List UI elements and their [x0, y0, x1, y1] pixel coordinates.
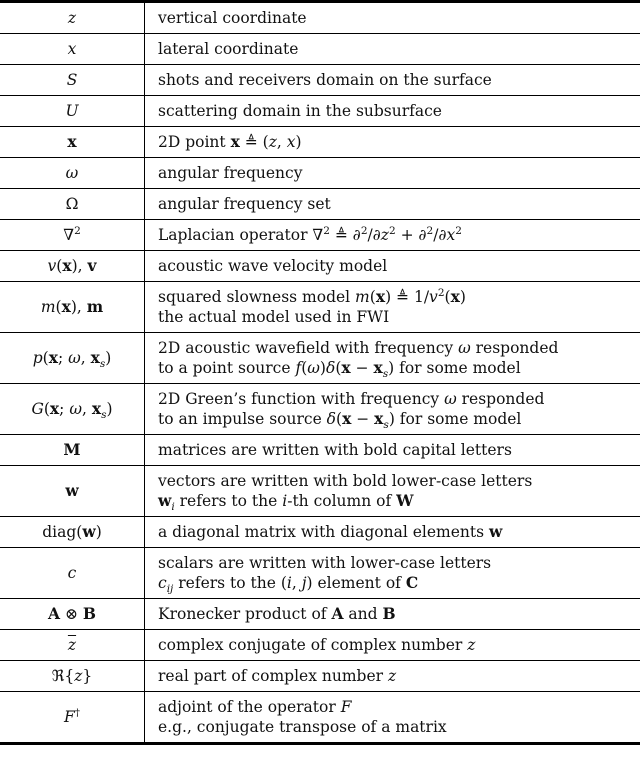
symbol-math: G(x; ω, $x_s$)	[31, 399, 113, 422]
description-line: angular frequency	[158, 164, 303, 182]
description-cell	[145, 548, 640, 599]
description-cell	[145, 517, 640, 548]
description-cell	[145, 189, 640, 220]
symbol-math: A ⊗ B	[48, 604, 96, 623]
description-cell	[145, 384, 640, 435]
table-row	[0, 630, 640, 661]
table-row	[0, 189, 640, 220]
description-cell	[145, 34, 640, 65]
symbol-cell	[0, 630, 145, 661]
symbol-math: F†	[63, 706, 81, 726]
symbol-math: x	[67, 40, 77, 58]
description-line: to an impulse source $\delta(x - x_s)$ for some model	[158, 409, 522, 432]
table-row	[0, 466, 640, 517]
symbol-math: m(x), m	[40, 297, 104, 316]
symbol-math: z	[67, 9, 77, 27]
description-line: the actual model used in FWI	[158, 308, 390, 326]
description-cell	[145, 158, 640, 189]
description-line: 2D acoustic wavefield with frequency ω responded	[158, 339, 559, 357]
description-line: scattering domain in the subsurface	[158, 102, 442, 120]
description-cell	[145, 282, 640, 333]
description-line: $w_i$ refers to the i-th column of W	[158, 491, 414, 514]
table-row	[0, 158, 640, 189]
description-cell	[145, 630, 640, 661]
table-row	[0, 65, 640, 96]
table-row	[0, 282, 640, 333]
table-row	[0, 435, 640, 466]
description-line: squared slowness model m(x) ≜ $1/v^2(x)$	[158, 286, 466, 306]
symbol-math: v(x), v	[47, 256, 97, 275]
symbol-cell	[0, 517, 145, 548]
description-line: vertical coordinate	[158, 9, 307, 27]
symbol-cell	[0, 65, 145, 96]
table-row	[0, 333, 640, 384]
symbol-math: c	[67, 564, 77, 582]
description-cell	[145, 251, 640, 282]
table-row	[0, 127, 640, 158]
description-cell	[145, 65, 640, 96]
symbol-cell	[0, 661, 145, 692]
description-cell	[145, 692, 640, 744]
description-line: to a point source $f(\omega)\delta(x - x_s)$ for some model	[158, 358, 521, 381]
table-row	[0, 220, 640, 251]
description-line: $c_{ij}$ refers to the (i, j) element of C	[158, 573, 419, 596]
symbol-cell	[0, 251, 145, 282]
description-line: lateral coordinate	[158, 40, 299, 58]
description-cell	[145, 96, 640, 127]
symbol-math: w	[65, 481, 79, 500]
symbol-cell	[0, 189, 145, 220]
symbol-cell	[0, 220, 145, 251]
symbol-cell	[0, 548, 145, 599]
symbol-math: Ω	[65, 195, 79, 213]
description-cell	[145, 661, 640, 692]
symbol-cell	[0, 158, 145, 189]
description-cell	[145, 127, 640, 158]
symbol-cell	[0, 282, 145, 333]
description-line: Laplacian operator ∇$^2$ ≜ $\partial^2/\partial z^2 + \partial^2/\partial x^2$	[158, 224, 462, 244]
description-cell	[145, 333, 640, 384]
description-line: complex conjugate of complex number z	[158, 636, 476, 654]
symbol-cell	[0, 599, 145, 630]
description-line: 2D Green’s function with frequency ω responded	[158, 390, 545, 408]
symbol-math: M	[63, 440, 81, 459]
description-line: e.g., conjugate transpose of a matrix	[158, 718, 447, 736]
symbol-cell	[0, 96, 145, 127]
symbol-cell	[0, 692, 145, 744]
description-line: angular frequency set	[158, 195, 331, 213]
description-line: adjoint of the operator F	[158, 698, 352, 716]
description-line: real part of complex number z	[158, 667, 397, 685]
symbol-math: $\overline{z}$	[67, 636, 77, 654]
description-line: a diagonal matrix with diagonal elements w	[158, 522, 503, 541]
description-cell	[145, 2, 640, 34]
table-row	[0, 661, 640, 692]
symbol-math: U	[65, 102, 79, 120]
symbol-math: p(x; ω, $x_s$)	[32, 348, 112, 371]
symbol-math: ω	[65, 164, 79, 182]
symbol-cell	[0, 2, 145, 34]
table-row	[0, 548, 640, 599]
description-cell	[145, 599, 640, 630]
description-line: scalars are written with lower-case letters	[158, 554, 492, 572]
description-cell	[145, 220, 640, 251]
table-row	[0, 34, 640, 65]
description-line: Kronecker product of A and B	[158, 604, 396, 623]
description-line: vectors are written with bold lower-case letters	[158, 472, 533, 490]
table-row	[0, 692, 640, 744]
table-row	[0, 2, 640, 34]
table-row	[0, 384, 640, 435]
symbol-cell	[0, 34, 145, 65]
table-row	[0, 96, 640, 127]
symbol-math: diag(w)	[42, 522, 102, 541]
description-line: acoustic wave velocity model	[158, 257, 388, 275]
symbol-cell	[0, 127, 145, 158]
description-cell	[145, 435, 640, 466]
symbol-math: x	[67, 132, 77, 151]
symbol-cell	[0, 384, 145, 435]
symbol-math: ℜ{z}	[51, 667, 93, 685]
symbol-math: S	[66, 71, 78, 89]
notation-table-body	[0, 2, 640, 744]
symbol-cell	[0, 333, 145, 384]
symbol-cell	[0, 435, 145, 466]
table-row	[0, 599, 640, 630]
table-row	[0, 251, 640, 282]
symbol-math: ∇$^2$	[63, 224, 81, 244]
symbol-cell	[0, 466, 145, 517]
description-line: shots and receivers domain on the surface	[158, 71, 492, 89]
description-cell	[145, 466, 640, 517]
description-line: matrices are written with bold capital letters	[158, 441, 512, 459]
table-row	[0, 517, 640, 548]
description-line: 2D point x ≜ (z, x)	[158, 132, 302, 151]
